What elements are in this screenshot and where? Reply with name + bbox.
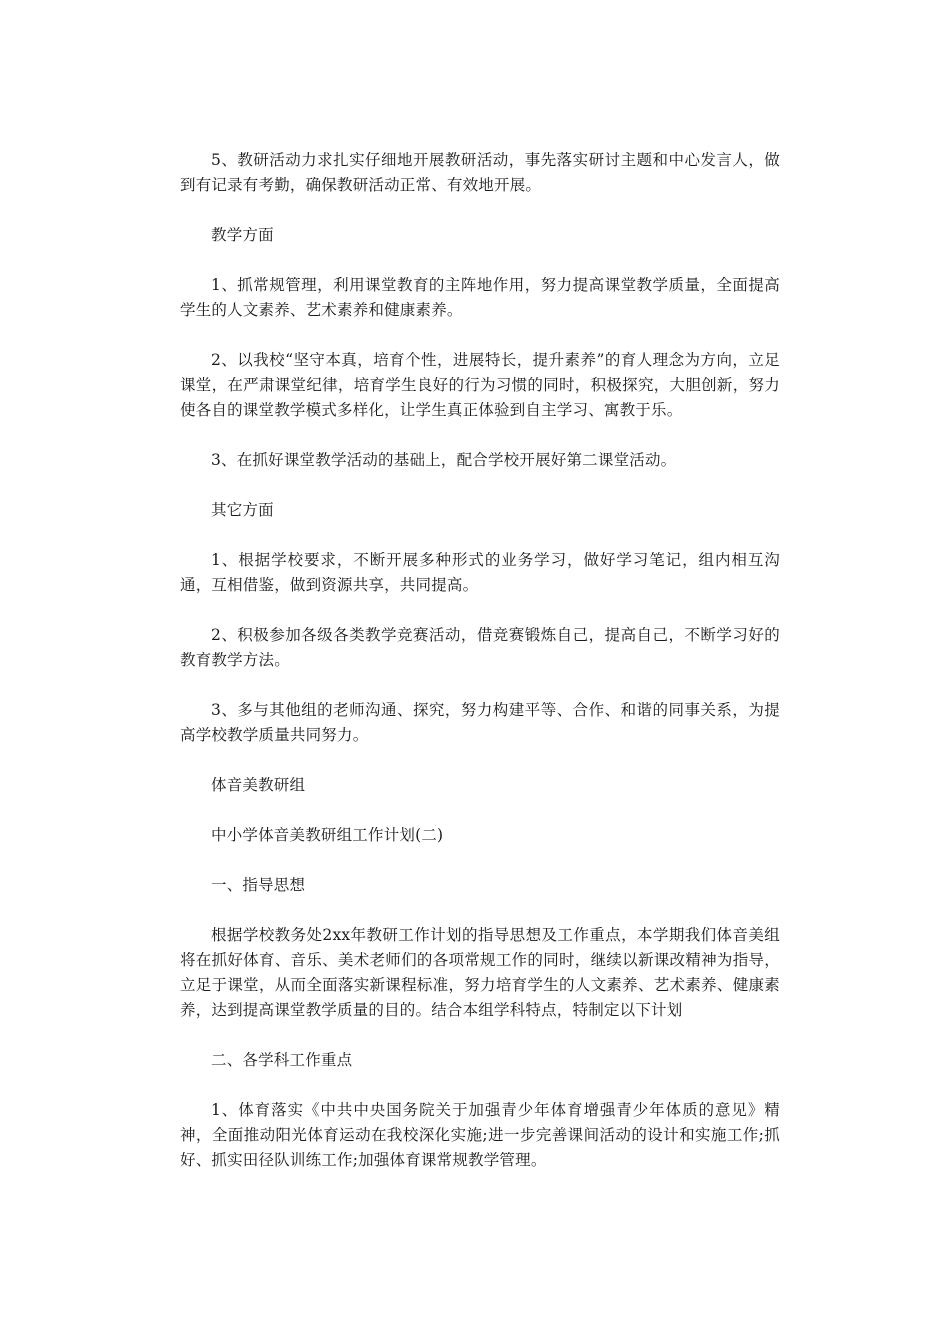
signature-group: 体音美教研组 [211, 776, 306, 794]
paragraph-pe-focus: 1、体育落实《中共中央国务院关于加强青少年体育增强青少年体质的意见》精神，全面推动阳光体育运动在我校深化实施;进一步完善课间活动的设计和实施工作;抓好、抓实田径队训练工作;加强体育课常规教学管理。 [180, 1101, 780, 1169]
paragraph-other-2: 2、积极参加各级各类教学竞赛活动，借竞赛锻炼自己，提高自己，不断学习好的教育教学方法。 [180, 626, 780, 669]
paragraph-teaching-2: 2、以我校“坚守本真，培育个性，进展特长，提升素养”的育人理念为方向，立足课堂，在严肃课堂纪律，培育学生良好的行为习惯的同时，积极探究，大胆创新，努力使各自的课堂教学模式多样化，让学生真正体验到自主学习、寓教于乐。 [180, 351, 780, 419]
section-heading-guiding-thought: 一、指导思想 [211, 876, 306, 894]
paragraph-guiding-thought: 根据学校教务处2xx年教研工作计划的指导思想及工作重点，本学期我们体音美组将在抓好体育、音乐、美术老师们的各项常规工作的同时，继续以新课改精神为指导，立足于课堂，从而全面落实新课程标准，努力培育学生的人文素养、艺术素养、健康素养，达到提高课堂教学质量的目的。结合本组学科特点，特制定以下计划 [180, 926, 780, 1019]
document-page [180, 148, 780, 1198]
section-heading-subject-focus: 二、各学科工作重点 [211, 1051, 353, 1069]
paragraph-other-1: 1、根据学校要求，不断开展多种形式的业务学习，做好学习笔记，组内相互沟通，互相借鉴，做到资源共享，共同提高。 [180, 551, 780, 594]
paragraph-jiaoyan-5: 5、教研活动力求扎实仔细地开展教研活动，事先落实研讨主题和中心发言人，做到有记录有考勤，确保教研活动正常、有效地开展。 [180, 151, 780, 194]
section-heading-teaching: 教学方面 [211, 226, 274, 244]
document-title: 中小学体音美教研组工作计划(二) [211, 826, 444, 844]
section-heading-other: 其它方面 [211, 501, 274, 519]
paragraph-teaching-3: 3、在抓好课堂教学活动的基础上，配合学校开展好第二课堂活动。 [211, 451, 677, 469]
paragraph-teaching-1: 1、抓常规管理，利用课堂教育的主阵地作用，努力提高课堂教学质量，全面提高学生的人文素养、艺术素养和健康素养。 [180, 276, 780, 319]
paragraph-other-3: 3、多与其他组的老师沟通、探究，努力构建平等、合作、和谐的同事关系，为提高学校教学质量共同努力。 [180, 701, 780, 744]
